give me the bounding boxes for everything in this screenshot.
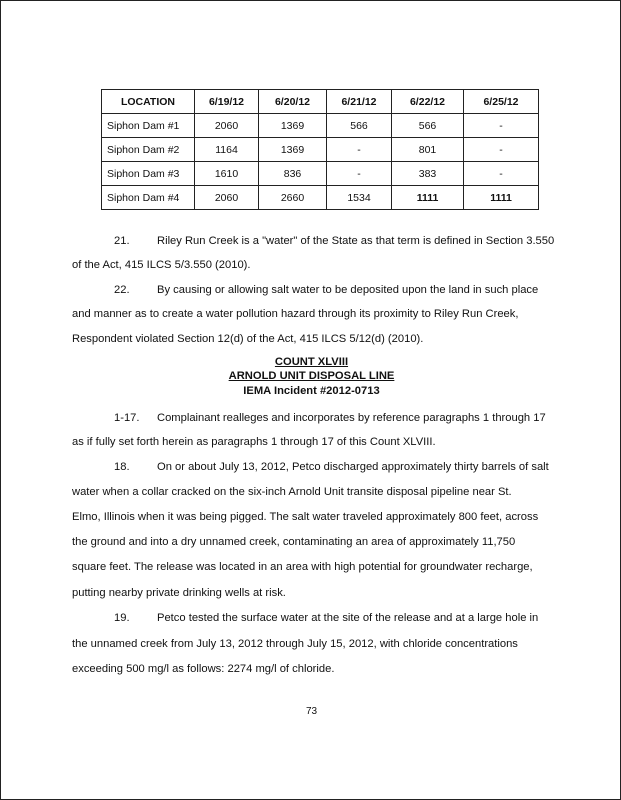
paragraph-21-line — [114, 234, 554, 248]
col-header: LOCATION — [102, 90, 195, 114]
cell: 801 — [392, 138, 464, 162]
cell: Siphon Dam #3 — [102, 162, 195, 186]
cell: 1610 — [195, 162, 259, 186]
paragraph-1-17-line — [114, 411, 546, 425]
paragraph-number: 21. — [114, 235, 130, 247]
cell: - — [327, 162, 392, 186]
col-header: 6/22/12 — [392, 90, 464, 114]
table-row — [102, 162, 539, 186]
cell: Siphon Dam #2 — [102, 138, 195, 162]
paragraph-18-line — [114, 460, 549, 474]
count-heading — [1, 355, 621, 369]
cell: Siphon Dam #4 — [102, 186, 195, 210]
table-header-row — [102, 90, 539, 114]
cell: - — [464, 138, 539, 162]
col-header: 6/25/12 — [464, 90, 539, 114]
paragraph-number: 19. — [114, 612, 130, 624]
paragraph-19-line: the unnamed creek from July 13, 2012 through July 15, 2012, with chloride concentrations — [72, 638, 518, 650]
paragraph-number: 18. — [114, 461, 130, 473]
chloride-table — [101, 89, 539, 210]
count-title: COUNT XLVIII — [274, 356, 349, 368]
cell: 2060 — [195, 186, 259, 210]
paragraph-19-line: exceeding 500 mg/l as follows: 2274 mg/l of chloride. — [72, 663, 335, 675]
count-subheading — [1, 369, 621, 383]
cell: 2060 — [195, 114, 259, 138]
table-row — [102, 114, 539, 138]
paragraph-22-line: and manner as to create a water pollution hazard through its proximity to Riley Run Creek, — [72, 308, 519, 320]
paragraph-22-line: Respondent violated Section 12(d) of the Act, 415 ILCS 5/12(d) (2010). — [72, 333, 424, 345]
text: Riley Run Creek is a "water" of the State as that term is defined in Section 3.550 — [157, 235, 555, 247]
cell: 2660 — [259, 186, 327, 210]
paragraph-18-line: putting nearby private drinking wells at risk. — [72, 587, 286, 599]
paragraph-18-line: the ground and into a dry unnamed creek, contaminating an area of approximately 11,750 — [72, 536, 516, 548]
cell: 1111 — [392, 186, 464, 210]
paragraph-1-17-line: as if fully set forth herein as paragraphs 1 through 17 of this Count XLVIII. — [72, 436, 436, 448]
paragraph-19-line — [114, 611, 538, 625]
paragraph-22-line — [114, 283, 538, 297]
text: On or about July 13, 2012, Petco discharged approximately thirty barrels of salt — [157, 461, 549, 473]
cell: - — [464, 114, 539, 138]
col-header: 6/21/12 — [327, 90, 392, 114]
cell: 1534 — [327, 186, 392, 210]
page-number: 73 — [305, 706, 318, 717]
paragraph-21-line: of the Act, 415 ILCS 5/3.550 (2010). — [72, 259, 251, 271]
cell: 1164 — [195, 138, 259, 162]
cell: 1369 — [259, 114, 327, 138]
paragraph-number: 1-17. — [114, 412, 140, 424]
cell: Siphon Dam #1 — [102, 114, 195, 138]
cell: - — [327, 138, 392, 162]
paragraph-number: 22. — [114, 284, 130, 296]
cell: 1369 — [259, 138, 327, 162]
count-subtitle: ARNOLD UNIT DISPOSAL LINE — [228, 370, 395, 382]
col-header: 6/20/12 — [259, 90, 327, 114]
cell: 383 — [392, 162, 464, 186]
paragraph-18-line: Elmo, Illinois when it was being pigged. The salt water traveled approximately 800 feet, across — [72, 511, 539, 523]
incident-number: IEMA Incident #2012-0713 — [243, 385, 380, 397]
cell: 566 — [392, 114, 464, 138]
cell: - — [464, 162, 539, 186]
cell: 566 — [327, 114, 392, 138]
cell: 1111 — [464, 186, 539, 210]
text: Complainant realleges and incorporates by reference paragraphs 1 through 17 — [157, 412, 546, 424]
col-header: 6/19/12 — [195, 90, 259, 114]
table-row — [102, 138, 539, 162]
text: Petco tested the surface water at the site of the release and at a large hole in — [157, 612, 539, 624]
text: By causing or allowing salt water to be deposited upon the land in such place — [157, 284, 539, 296]
paragraph-18-line: square feet. The release was located in an area with high potential for groundwater recharge, — [72, 561, 533, 573]
table-row — [102, 186, 539, 210]
cell: 836 — [259, 162, 327, 186]
paragraph-18-line: water when a collar cracked on the six-inch Arnold Unit transite disposal pipeline near St. — [72, 486, 512, 498]
